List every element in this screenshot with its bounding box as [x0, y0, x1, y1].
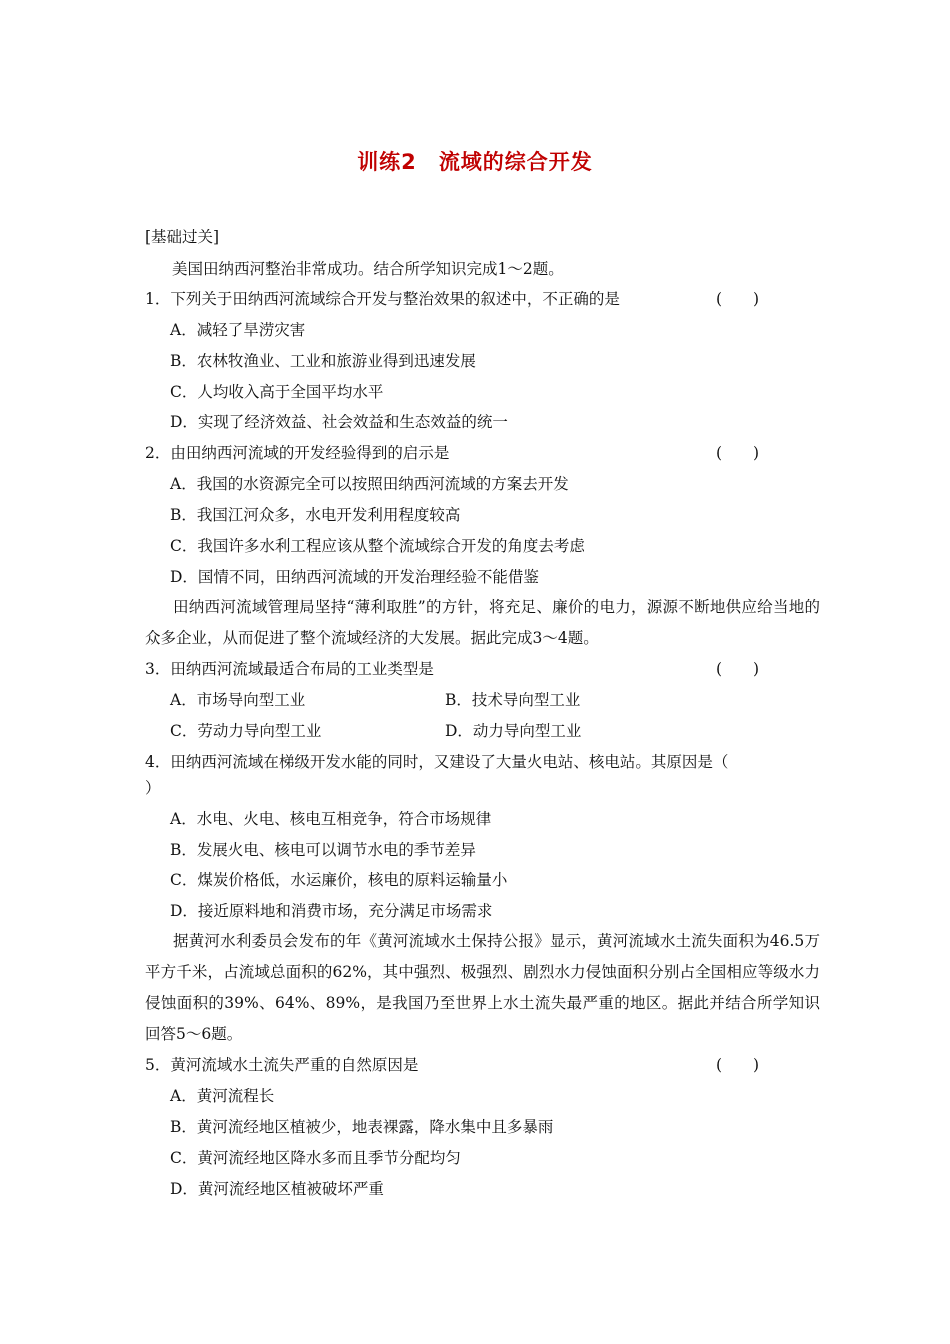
question-3-option-a: A．市场导向型工业	[170, 691, 306, 709]
question-4-option-c: C．煤炭价格低，水运廉价，核电的原料运输量小	[170, 871, 508, 889]
question-1-option-c: C．人均收入高于全国平均水平	[170, 383, 384, 401]
question-2-answer-blank: ( )	[716, 444, 760, 462]
question-4-stem: 4．田纳西河流域在梯级开发水能的同时，又建设了大量火电站、核电站。其原因是（	[145, 753, 729, 771]
question-5-stem: 5．黄河流域水土流失严重的自然原因是	[145, 1056, 419, 1074]
question-1-option-d: D．实现了经济效益、社会效益和生态效益的统一	[170, 413, 508, 431]
question-4-option-d: D．接近原料地和消费市场，充分满足市场需求	[170, 902, 493, 920]
question-1-answer-blank: ( )	[716, 290, 760, 308]
question-3-option-b: B．技术导向型工业	[445, 691, 581, 709]
question-3-option-d: D．动力导向型工业	[445, 722, 582, 740]
question-3-stem: 3．田纳西河流域最适合布局的工业类型是	[145, 660, 434, 678]
question-5-answer-blank: ( )	[716, 1056, 760, 1074]
question-2-option-d: D．国情不同，田纳西河流域的开发治理经验不能借鉴	[170, 568, 539, 586]
question-5-option-b: B．黄河流经地区植被少，地表裸露，降水集中且多暴雨	[170, 1118, 554, 1136]
intro-paragraph-3: 据黄河水利委员会发布的年《黄河流域水土保持公报》显示，黄河流域水土流失面积为46.5万平方千米，占流域总面积的62%，其中强烈、极强烈、剧烈水力侵蚀面积分别占全国相应等级水力侵蚀面积的39%、64%、89%，是我国乃至世界上水土流失最严重的地区。据此并结合所学知识回答5～6题。	[145, 932, 820, 1043]
intro-paragraph-2: 田纳西河流域管理局坚持“薄利取胜”的方针，将充足、廉价的电力，源源不断地供应给当地的众多企业，从而促进了整个流域经济的大发展。据此完成3～4题。	[145, 598, 820, 647]
intro-paragraph-1: 美国田纳西河整治非常成功。结合所学知识完成1～2题。	[172, 260, 564, 278]
question-2-stem: 2．由田纳西河流域的开发经验得到的启示是	[145, 444, 450, 462]
title-part1: 训练2	[357, 150, 417, 174]
question-4-option-b: B．发展火电、核电可以调节水电的季节差异	[170, 841, 476, 859]
question-2-option-b: B．我国江河众多，水电开发利用程度较高	[170, 506, 461, 524]
page-title	[0, 146, 950, 176]
title-part2: 流域的综合开发	[438, 150, 593, 174]
question-5-option-c: C．黄河流经地区降水多而且季节分配均匀	[170, 1149, 461, 1167]
section-label: [基础过关]	[145, 228, 220, 246]
question-2-option-c: C．我国许多水利工程应该从整个流域综合开发的角度去考虑	[170, 537, 585, 555]
question-1-stem: 1．下列关于田纳西河流域综合开发与整治效果的叙述中，不正确的是	[145, 290, 620, 308]
question-2-option-a: A．我国的水资源完全可以按照田纳西河流域的方案去开发	[170, 475, 569, 493]
question-3-answer-blank: ( )	[716, 660, 760, 678]
question-4-stem-end: ）	[145, 779, 161, 797]
question-5-option-d: D．黄河流经地区植被破坏严重	[170, 1180, 384, 1198]
question-3-option-c: C．劳动力导向型工业	[170, 722, 322, 740]
question-4-option-a: A．水电、火电、核电互相竞争，符合市场规律	[170, 810, 492, 828]
question-1-option-b: B．农林牧渔业、工业和旅游业得到迅速发展	[170, 352, 476, 370]
question-5-option-a: A．黄河流程长	[170, 1087, 275, 1105]
question-1-option-a: A．减轻了旱涝灾害	[170, 321, 306, 339]
